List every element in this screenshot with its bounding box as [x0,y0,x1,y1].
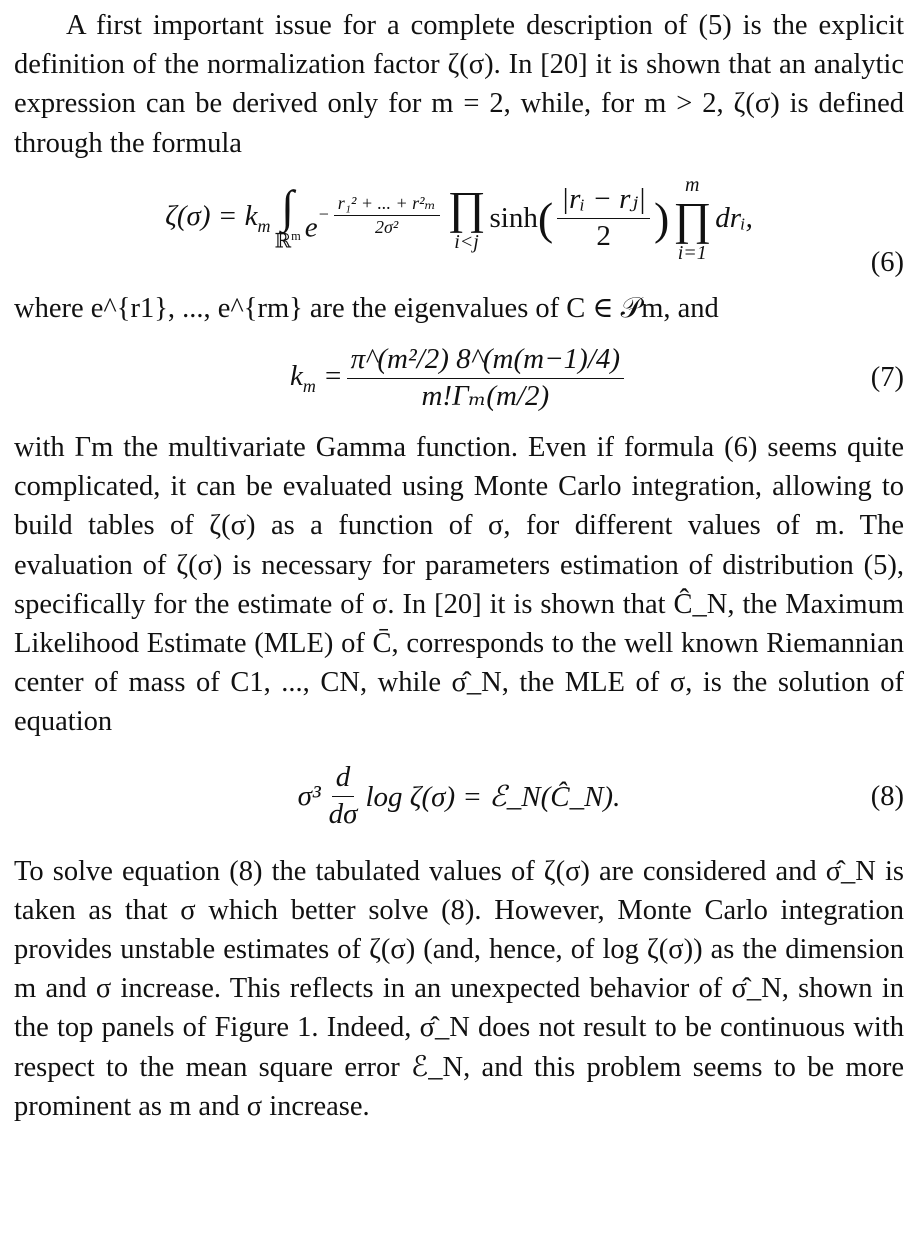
paragraph-eigenvalues: where e^{r1}, ..., e^{rm} are the eigenvalues of C ∈ 𝒫m, and [14,292,719,324]
product-sign-1: ∏ i<j [447,181,486,253]
eq6-fraction: $\frac{\text{|rᵢ − rⱼ|}}{2}$ [557,184,650,253]
eq7-fraction: $\frac{\text{π\textasciicircum{}(m²/2) 8\textasciicircum{}(m(m−1)/4)}}{\text{m!Γₘ(m/2)}}$ [347,344,624,413]
equation-6: $\zeta(\sigma) = k_m$ ∫ ℝ$^m$ $e^{- \frac{\text{r₁² + ... + r²ₘ}}{\text{2σ²}}}$ ∏ i<j sinh ( $\frac{\text{|rᵢ − rⱼ|}}{2}$ ) m ∏ i=1 drᵢ, (6) [165,173,904,278]
eq6-tail: drᵢ, [715,202,753,235]
product-sign-2: m ∏ i=1 [673,173,712,264]
prod2-bottom: i=1 [677,241,707,264]
integral-sign: ∫ ℝ$^m$ [274,181,301,254]
prod2-top: m [685,173,700,196]
eq8-fraction: $\frac{d}{d\sigma}$ [328,761,358,831]
eq7-lhs: $k_m$ = [289,359,343,396]
int-domain: ℝ [274,231,292,254]
prod1-limit: i<j [454,230,479,253]
paragraph-intro: A first important issue for a complete description of (5) is the explicit definition of the normalization factor ζ(σ). In [20] it is shown that an analytic expression can be derived only for m = 2, while, for m > 2, ζ(σ) is defined through the formula [14,10,904,159]
eq8-rhs: log ζ(σ) = ℰ_N(Ĉ_N). [365,781,621,814]
equation-number-8: (8) [870,780,904,812]
paragraph-solve: To solve equation (8) the tabulated values of ζ(σ) are considered and σ̂_N is taken as that σ which better solve (8). However, Monte Carlo integration provides unstable estimates of ζ(σ) (and, hence, of log ζ(σ)) as the dimension m and σ increase. This reflects in an unexpected behavior of σ̂_N, shown in the top panels of Figure 1. Indeed, σ̂_N does not result to be continuous with respect to the mean square error ℰ_N, and this problem seems to be more prominent as m and σ increase. [14,855,904,1122]
paper-page [14,6,904,1126]
eq6-exponential: $e^{- \frac{\text{r₁² + ... + r²ₘ}}{\text{2σ²}}}$ [305,194,444,244]
equation-number-7: (7) [870,362,904,394]
equation-8 [14,742,904,852]
eq6-lhs: $\zeta(\sigma) = k_m$ [165,200,271,237]
equation-7 [14,328,904,428]
eq8-lhs: σ³ [297,780,321,813]
equation-number-6: (6) [870,246,904,278]
sinh-func: sinh [489,202,538,235]
paragraph-gamma: with Γm the multivariate Gamma function. Even if formula (6) seems quite complicated, it can be evaluated using Monte Carlo integration, allowing to build tables of ζ(σ) as a function of σ, for different values of m. The evaluation of ζ(σ) is necessary for parameters estimation of distribution (5), specifically for the estimate of σ. In [20] it is shown that Ĉ_N, the Maximum Likelihood Estimate (MLE) of C̄, corresponds to the well known Riemannian center of mass of C1, ..., CN, while σ̂_N, the MLE of σ, is the solution of equation [14,432,904,738]
